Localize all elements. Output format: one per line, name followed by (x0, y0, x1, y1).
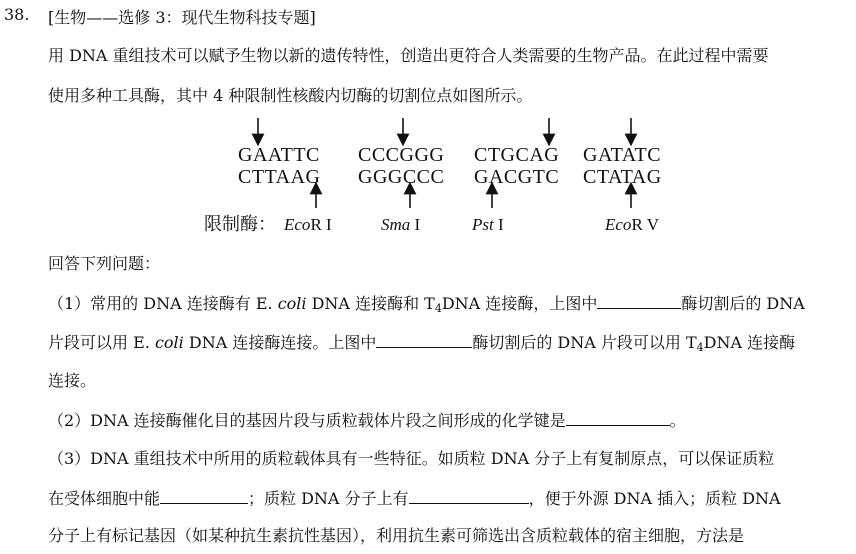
q3-line-2: 在受体细胞中能 ；质粒 DNA 分子上有 ，便于外源 DNA 插入；质粒 DNA (48, 489, 781, 508)
q3-line-1: （3）DNA 重组技术中所用的质粒载体具有一些特征。如质粒 DNA 分子上有复制原点，可以保证质粒 (48, 449, 775, 468)
enzyme-name-smai: Sma I (381, 215, 421, 234)
q2-blank[interactable] (566, 409, 670, 426)
q2-line: （2）DNA 连接酶催化目的基因片段与质粒载体片段之间形成的化学键是 。 (48, 411, 686, 430)
enzyme-name-ecori: EcoR I (284, 215, 332, 234)
q3-blank-2[interactable] (409, 487, 529, 504)
seq-top-ecori: GAATTC (238, 144, 320, 166)
intro-line-1: 用 DNA 重组技术可以赋予生物以新的遗传特性，创造出更符合人类需要的生物产品。在此过程中需要 (48, 46, 769, 65)
seq-bottom-smai: GGGCCC (358, 166, 445, 188)
q1-blank-1[interactable] (597, 292, 681, 309)
question-title: [生物——选修 3：现代生物科技专题] (48, 8, 316, 27)
enzyme-name-ecorv: EcoR V (605, 215, 659, 234)
question-number: 38. (4, 5, 30, 24)
answer-prompt: 回答下列问题： (48, 254, 161, 273)
intro-line-2: 使用多种工具酶，其中 4 种限制性核酸内切酶的切割位点如图所示。 (48, 86, 533, 105)
restriction-site-figure (200, 116, 690, 242)
seq-bottom-ecori: CTTAAG (238, 166, 321, 188)
q1-line-3: 连接。 (48, 371, 97, 390)
enzyme-name-psti: Pst I (472, 215, 504, 234)
seq-bottom-ecorv: CTATAG (583, 166, 662, 188)
seq-top-smai: CCCGGG (358, 144, 445, 166)
q1-line-2: 片段可以用 E. coli DNA 连接酶连接。上图中 酶切割后的 DNA 片段可以用 $T_4DNA$ 连接酶 (48, 333, 796, 354)
q3-line-3: 分子上有标记基因（如某种抗生素抗性基因），利用抗生素可筛选出含质粒载体的宿主细胞，方法是 (48, 526, 745, 545)
q1-blank-2[interactable] (376, 331, 472, 348)
enzyme-label-prefix: 限制酶： (204, 214, 276, 235)
seq-top-psti: CTGCAG (474, 144, 560, 166)
q1-line-1: （1）常用的 DNA 连接酶有 E. coli DNA 连接酶和 $T_4DNA$ 连接酶，上图中 酶切割后的 DNA (48, 294, 805, 315)
q3-blank-1[interactable] (160, 487, 248, 504)
seq-top-ecorv: GATATC (583, 144, 662, 166)
seq-bottom-psti: GACGTC (474, 166, 560, 188)
